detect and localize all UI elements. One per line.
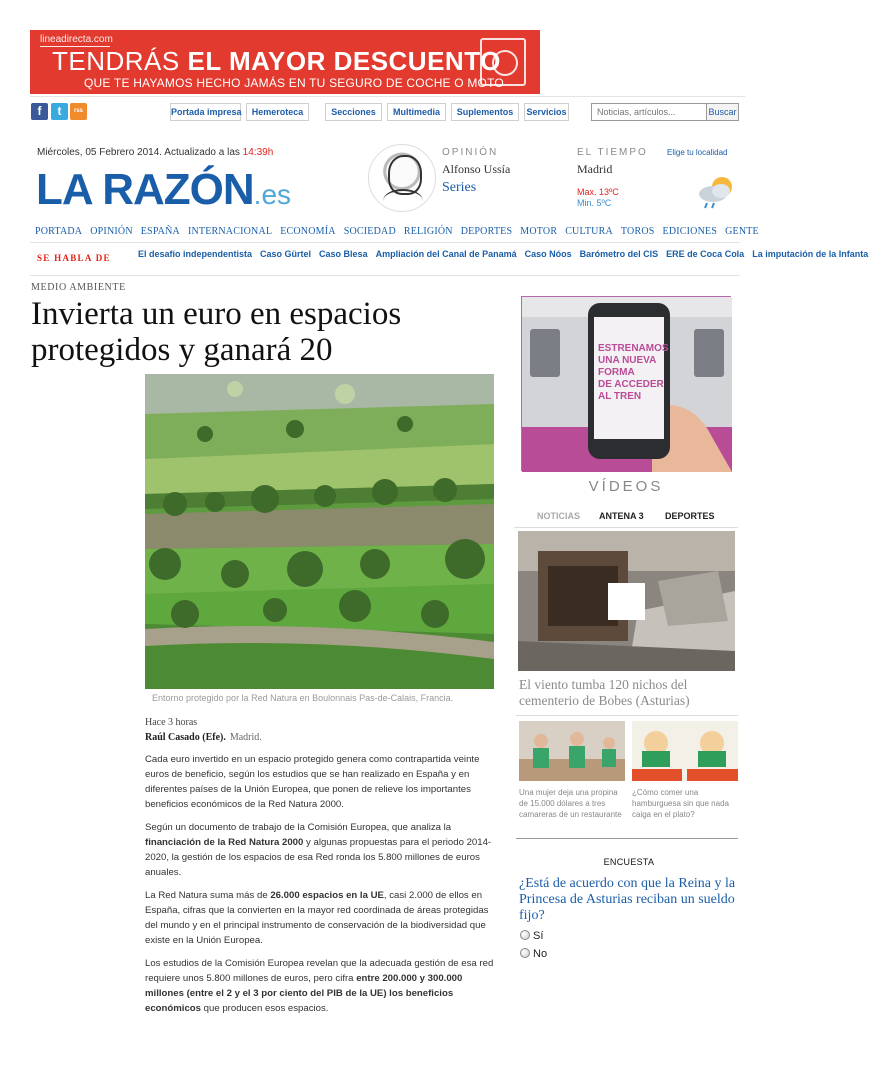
main-nav-portada[interactable]: PORTADA bbox=[35, 226, 83, 237]
opinion-author[interactable]: Alfonso Ussía bbox=[442, 162, 511, 176]
poll-option-label: Sí bbox=[533, 930, 544, 942]
poll-option-label: No bbox=[533, 948, 548, 960]
main-nav-internacional[interactable]: INTERNACIONAL bbox=[187, 226, 273, 237]
main-nav-deportes[interactable]: DEPORTES bbox=[460, 226, 513, 237]
p2-text: y algunas propuestas para el periodo 2014-2020, la gestión de los espacios de esa Red ronda los 5.800 millones de euros anuales. bbox=[145, 837, 492, 878]
article-paragraph-4 bbox=[145, 956, 497, 1016]
banner-site: lineadirecta.com bbox=[40, 34, 113, 45]
tab-antena-3[interactable]: ANTENA 3 bbox=[599, 511, 644, 521]
logo-main: LA RAZÓN bbox=[36, 165, 254, 214]
site-logo[interactable] bbox=[36, 165, 291, 215]
topic-link[interactable]: El desafío independentista bbox=[138, 249, 253, 259]
article-paragraph-3 bbox=[145, 888, 497, 948]
tab-noticias[interactable]: NOTICIAS bbox=[537, 511, 581, 521]
main-nav-opinion[interactable]: OPINIÓN bbox=[90, 226, 133, 237]
opinion-series[interactable]: Series bbox=[442, 180, 477, 195]
video-tabs-divider bbox=[514, 527, 738, 528]
main-nav-sociedad[interactable]: SOCIEDAD bbox=[343, 226, 396, 237]
main-nav-economia[interactable]: ECONOMÍA bbox=[280, 226, 336, 237]
main-nav-espana[interactable]: ESPAÑA bbox=[140, 226, 180, 237]
ad-line: ESTRENAMOS bbox=[598, 343, 669, 354]
main-nav-toros[interactable]: TOROS bbox=[620, 226, 655, 237]
main-nav-motor[interactable]: MOTOR bbox=[520, 226, 558, 237]
ad-line: AL TREN bbox=[598, 391, 642, 402]
p3-text: , casi 2.000 de ellos en España, cifras que la convierten en la mayor red coordinada de áreas protegidas del mundo y en el principal instrumento de conservación de la biodiversidad que existe en la Unión Europea. bbox=[145, 890, 489, 946]
poll-divider bbox=[516, 838, 738, 839]
video-item-thumb[interactable] bbox=[632, 721, 738, 781]
topic-link[interactable]: Caso Gürtel bbox=[260, 249, 312, 259]
banner-ad[interactable] bbox=[30, 30, 540, 94]
se-habla-label: SE HABLA DE bbox=[37, 253, 111, 263]
topic-link[interactable]: Barómetro del CIS bbox=[579, 249, 659, 259]
p4-text: Los estudios de la Comisión Europea revelan que la adecuada gestión de esa red requiere unos 5.800 millones de euros, pero cifra bbox=[145, 958, 494, 984]
date-text: Miércoles, 05 Febrero 2014. Actualizado a las bbox=[37, 147, 240, 158]
article-city: Madrid. bbox=[229, 732, 262, 743]
ad-line: UNA NUEVA bbox=[598, 355, 657, 366]
nav-servicios[interactable]: Servicios bbox=[524, 103, 569, 121]
poll-question: ¿Está de acuerdo con que la Reina y la Princesa de Asturias reciban un sueldo fijo? bbox=[519, 876, 736, 923]
ad-line: FORMA bbox=[598, 367, 635, 378]
videos-title: VÍDEOS bbox=[588, 478, 664, 495]
weather-label: EL TIEMPO bbox=[577, 147, 648, 158]
article-section[interactable]: MEDIO AMBIENTE bbox=[31, 282, 126, 293]
p3-text: La Red Natura suma más de bbox=[145, 890, 268, 901]
train-ad-text bbox=[598, 343, 668, 403]
play-button[interactable] bbox=[608, 583, 645, 620]
topics-divider bbox=[30, 275, 740, 276]
weather-city: Madrid bbox=[577, 162, 613, 176]
nav-secciones[interactable]: Secciones bbox=[325, 103, 382, 121]
topic-link[interactable]: Caso Blesa bbox=[319, 249, 368, 259]
topic-link[interactable]: ERE de Coca Cola bbox=[666, 249, 745, 259]
topic-link[interactable]: La imputación de la Infanta bbox=[752, 249, 869, 259]
main-nav-gente[interactable]: GENTE bbox=[725, 226, 759, 237]
weather-max: Max. 13ºC bbox=[577, 187, 619, 197]
poll-option-no[interactable] bbox=[520, 948, 547, 960]
rss-icon-label: rss bbox=[73, 108, 83, 114]
search-button[interactable]: Buscar bbox=[706, 103, 739, 121]
camera-frame-icon bbox=[480, 38, 526, 86]
ad-line: DE ACCEDER bbox=[598, 379, 664, 390]
article-paragraph-1: Cada euro invertido en un espacio protegido genera como contrapartida veinte euros de beneficio, según los estudios que se han realizado en España y en diferentes países de la Unión Europea, que ponen de relieve los importantes beneficios económicos de la Red Natura 2000. bbox=[145, 754, 480, 810]
article-headline: Invierta un euro en espacios protegidos y ganará 20 bbox=[31, 296, 402, 368]
video-item-thumb[interactable] bbox=[519, 721, 625, 781]
article-author: Raúl Casado (Efe). bbox=[145, 732, 226, 743]
radio-icon[interactable] bbox=[520, 930, 530, 940]
nav-portada-impresa[interactable]: Portada impresa bbox=[170, 103, 241, 121]
rss-icon[interactable] bbox=[70, 103, 87, 120]
radio-icon[interactable] bbox=[520, 948, 530, 958]
date-line bbox=[37, 147, 273, 158]
p2-bold: financiación de la Red Natura 2000 bbox=[145, 837, 304, 848]
nav-multimedia[interactable]: Multimedia bbox=[387, 103, 446, 121]
photo-caption: Entorno protegido por la Red Natura en Boulonnais Pas-de-Calais, Francia. bbox=[152, 693, 454, 703]
p3-bold: 26.000 espacios en la UE bbox=[270, 890, 384, 901]
banner-headline bbox=[52, 46, 501, 77]
p4-bold: entre 200.000 y 300.000 millones (entre el 2 y el 3 por ciento del PIB de la UE) los beneficios económicos bbox=[145, 973, 463, 1014]
nav-suplementos[interactable]: Suplementos bbox=[451, 103, 519, 121]
opinion-label: OPINIÓN bbox=[442, 147, 499, 158]
article-byline bbox=[145, 732, 262, 743]
main-nav-ediciones[interactable]: EDICIONES bbox=[662, 226, 718, 237]
twitter-icon[interactable] bbox=[51, 103, 68, 120]
main-nav bbox=[35, 226, 767, 237]
banner-headline-bold: EL MAYOR DESCUENTO bbox=[187, 46, 501, 76]
main-nav-cultura[interactable]: CULTURA bbox=[565, 226, 613, 237]
poll-label: ENCUESTA bbox=[603, 857, 655, 867]
video-item-caption[interactable]: ¿Cómo comer una hamburguesa sin que nada caiga en el plato? bbox=[632, 788, 729, 819]
facebook-icon-letter: f bbox=[37, 104, 42, 118]
nav-hemeroteca[interactable]: Hemeroteca bbox=[246, 103, 309, 121]
article-photo bbox=[145, 374, 494, 689]
weather-rain-sun-icon bbox=[695, 173, 739, 209]
weather-locate-link[interactable]: Elige tu localidad bbox=[667, 148, 728, 157]
p2-text: Según un documento de trabajo de la Comisión Europea, que analiza la bbox=[145, 822, 452, 833]
banner-subline: QUE TE HAYAMOS HECHO JAMÁS EN TU SEGURO DE COCHE O MOTO bbox=[84, 76, 504, 90]
twitter-icon-letter: t bbox=[57, 104, 62, 118]
nav-divider bbox=[30, 242, 740, 243]
facebook-icon[interactable] bbox=[31, 103, 48, 120]
tab-deportes[interactable]: DEPORTES bbox=[665, 511, 715, 521]
video-divider bbox=[516, 715, 738, 716]
train-ad[interactable] bbox=[521, 296, 731, 471]
topic-link[interactable]: Caso Nóos bbox=[524, 249, 572, 259]
columnist-avatar[interactable] bbox=[368, 144, 436, 212]
search-input[interactable] bbox=[591, 103, 707, 121]
poll-option-si[interactable] bbox=[520, 930, 543, 942]
logo-ext: .es bbox=[253, 179, 292, 210]
banner-headline-thin: TENDRÁS bbox=[52, 46, 180, 76]
article-paragraph-2 bbox=[145, 820, 497, 880]
video-main-title[interactable]: El viento tumba 120 nichos del cementerio de Bobes (Asturias) bbox=[519, 677, 690, 708]
article-since: Hace 3 horas bbox=[145, 717, 198, 728]
weather-min: Min. 5ºC bbox=[577, 198, 612, 208]
main-nav-religion[interactable]: RELIGIÓN bbox=[403, 226, 453, 237]
video-item-caption[interactable]: Una mujer deja una propina de 15.000 dólares a tres camareras de un restaurante bbox=[519, 788, 622, 819]
topic-link[interactable]: Ampliación del Canal de Panamá bbox=[375, 249, 517, 259]
update-time: 14:39h bbox=[242, 147, 274, 158]
se-habla-topics bbox=[138, 248, 869, 260]
p4-text: que producen esos espacios. bbox=[203, 1003, 329, 1014]
